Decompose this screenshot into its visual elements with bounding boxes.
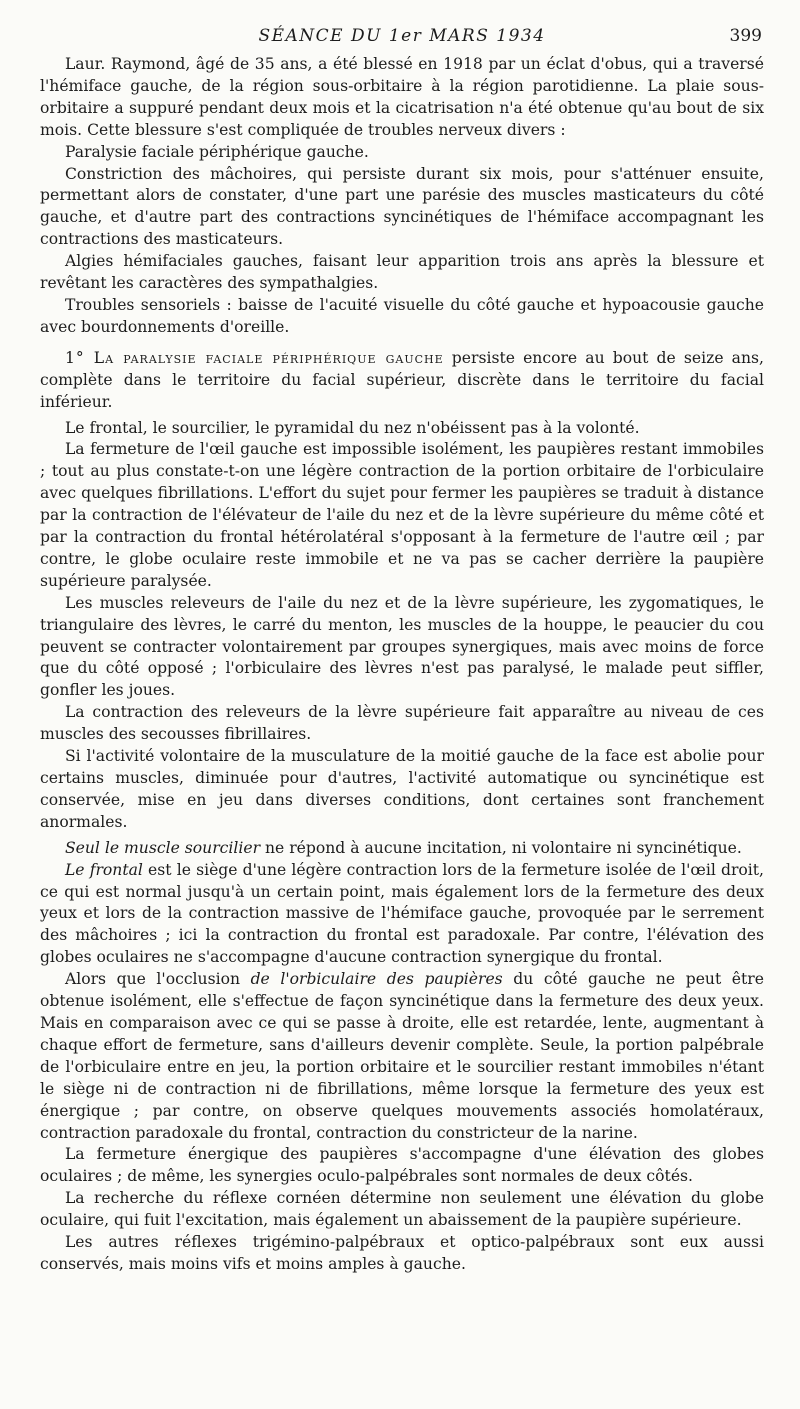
italic-lead: Le frontal (64, 860, 143, 879)
paragraph-paralysis: Paralysie faciale périphérique gauche. (64, 142, 369, 161)
paragraph-case-history: Laur. Raymond, âgé de 35 ans, a été blessé en 1918 par un éclat d'obus, qui a traversé l'hémiface gauche, de la région sous-orbitaire à la région parotidienne. La plaie sous-orbitaire a suppuré pendant deux mois et la cicatrisation n'a été obtenue qu'au bout de six mois. Cette blessure s'est compliquée de troubles nerveux divers : (40, 55, 764, 139)
running-header (40, 26, 764, 54)
paragraph-activity: Si l'activité volontaire de la musculature de la moitié gauche de la face est abolie pour certains muscles, diminuée pour d'autres, l'activité automatique ou syncinétique est conservée, mise en jeu dans diverses conditions, dont certaines sont franchement anormales. (40, 747, 764, 831)
italic-lead: Seul le muscle sourcilier (64, 838, 261, 857)
body-text (40, 54, 764, 1276)
paragraph-section-1: 1° La paralysie faciale périphérique gauche persiste encore au bout de seize ans, complète dans le territoire du facial supérieur, discrète dans le territoire du facial inférieur. (40, 348, 764, 411)
paragraph-other-reflexes: Les autres réflexes trigémino-palpébraux et optico-palpébraux sont eux aussi conservés, mais moins vifs et moins amples à gauche. (40, 1233, 764, 1273)
paragraph-frontal-contraction: Le frontal est le siège d'une légère contraction lors de la fermeture isolée de l'œil droit, ce qui est normal jusqu'à un certain point, mais également lors de la fermeture des deux yeux et lors de la contraction massive de l'hémiface gauche, provoquée par le serrement des mâchoires ; ici la contraction du frontal est paradoxale. Par contre, l'élévation des globes oculaires ne s'accompagne d'aucune contraction synergique du frontal. (40, 860, 764, 967)
page-header-title: SÉANCE DU 1er MARS 1934 (258, 26, 546, 46)
paragraph-sensory-troubles: Troubles sensoriels : baisse de l'acuité visuelle du côté gauche et hypoacousie gauche avec bourdonnements d'oreille. (40, 295, 764, 336)
section-heading: 1° La paralysie faciale périphérique gauche (64, 348, 444, 367)
paragraph-eye-closure: La fermeture de l'œil gauche est impossible isolément, les paupières restant immobiles ; tout au plus constate-t-on une légère contraction de la portion orbitaire de l'orbiculaire avec quelques fibrillations. L'effort du sujet pour fermer les paupières se traduit à distance par la contraction de l'élévateur de l'aile du nez et de la lèvre supérieure du même côté et par la contraction du frontal hétérolatéral s'opposant à la fermeture de l'autre œil ; par contre, le globe oculaire reste immobile et ne va pas se cacher derrière la paupière supérieure paralysée. (40, 440, 764, 590)
paragraph-sourcilier: Seul le muscle sourcilier ne répond à aucune incitation, ni volontaire ni syncinétique. (64, 838, 742, 857)
paragraph-muscles: Les muscles releveurs de l'aile du nez et de la lèvre supérieure, les zygomatiques, le triangulaire des lèvres, le carré du menton, les muscles de la houppe, le peaucier du cou peuvent se contracter volontairement par groupes synergiques, mais avec moins de force que du côté opposé ; l'orbiculaire des lèvres n'est pas paralysé, le malade peut siffler, gonfler les joues. (40, 593, 764, 700)
italic-lead: de l'orbiculaire des paupières (250, 970, 503, 989)
paragraph-eyelid-closure: La fermeture énergique des paupières s'accompagne d'une élévation des globes oculaires ; de même, les synergies oculo-palpébrales sont normales de deux côtés. (40, 1145, 764, 1186)
page-number: 399 (729, 26, 762, 46)
paragraph-corneal-reflex: La recherche du réflexe cornéen détermine non seulement une élévation du globe oculaire, qui fuit l'excitation, mais également un abaissement de la paupière supérieure. (40, 1189, 764, 1230)
paragraph-fibrillations: La contraction des releveurs de la lèvre supérieure fait apparaître au niveau de ces muscles des secousses fibrillaires. (40, 703, 764, 744)
paragraph-frontal: Le frontal, le sourcilier, le pyramidal du nez n'obéissent pas à la volonté. (64, 418, 640, 437)
paragraph-algies: Algies hémifaciales gauches, faisant leur apparition trois ans après la blessure et revêtant les caractères des sympathalgies. (40, 252, 764, 293)
paragraph-orbicularis: Alors que l'occlusion de l'orbiculaire des paupières du côté gauche ne peut être obtenue isolément, elle s'effectue de façon syncinétique dans la fermeture des deux yeux. Mais en comparaison avec ce qui se passe à droite, elle est retardée, lente, augmentant à chaque effort de fermeture, sans d'ailleurs devenir complète. Seule, la portion palpébrale de l'orbiculaire entre en jeu, la portion orbitaire et le sourcilier restant immobiles n'étant le siège ni de contraction ni de fibrillations, même lorsque la fermeture des yeux est énergique ; par contre, on observe quelques mouvements associés homolatéraux, contraction paradoxale du frontal, contraction du constricteur de la narine. (40, 970, 764, 1142)
paragraph-constriction: Constriction des mâchoires, qui persiste durant six mois, pour s'atténuer ensuite, permettant alors de constater, d'une part une parésie des muscles masticateurs du côté gauche, et d'autre part des contractions syncinétiques de l'hémiface accompagnant les contractions des masticateurs. (40, 164, 764, 249)
